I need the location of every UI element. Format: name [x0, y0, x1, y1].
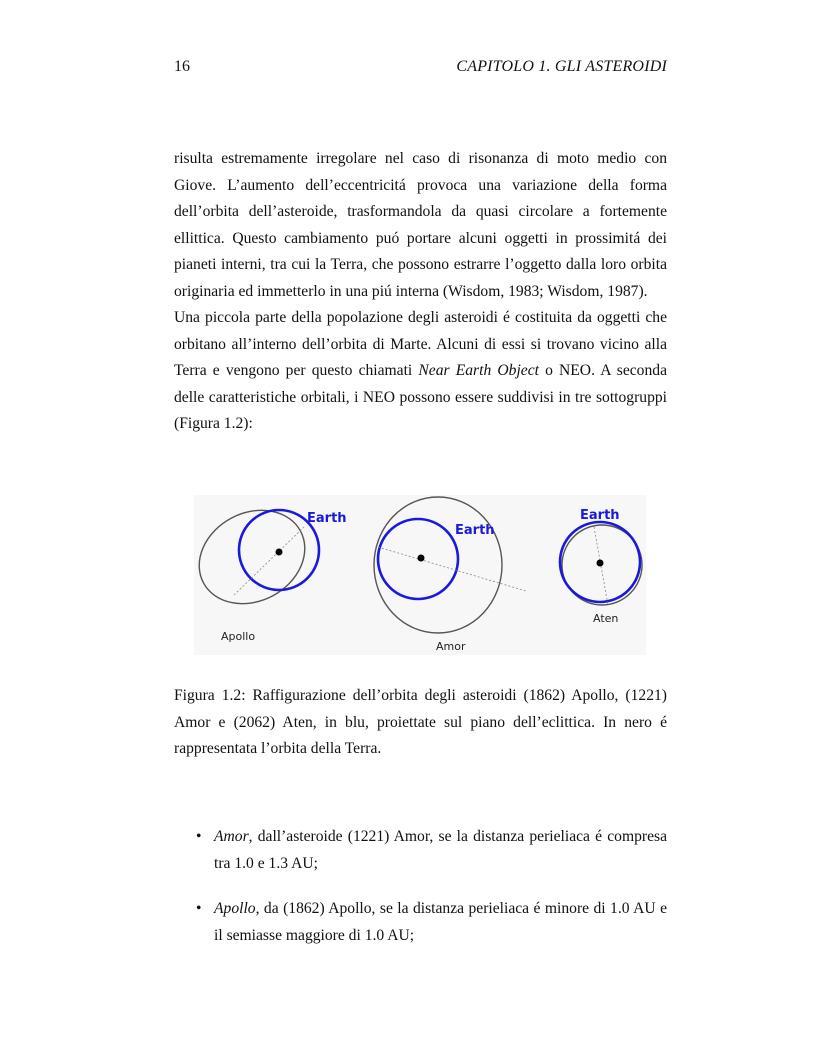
list-item: [174, 896, 667, 949]
amor-sun-dot: [418, 555, 425, 562]
paragraph-2-after: o NEO. A seconda delle caratteristiche orbitali, i NEO possono essere suddivisi in tre sottogruppi (Figura 1.2):: [174, 362, 667, 432]
bullet-icon: •: [196, 900, 202, 917]
list-item-term: Apollo: [214, 900, 256, 917]
list-item: [174, 824, 667, 877]
list-item-text: , dall’asteroide (1221) Amor, se la distanza perieliaca é compresa tra 1.0 e 1.3 AU;: [214, 828, 667, 872]
running-header: [174, 58, 667, 80]
orbit-figure: [194, 495, 646, 655]
amor-name-label: Amor: [436, 640, 466, 653]
amor-panel: [374, 497, 526, 653]
amor-earth-label: Earth: [455, 523, 495, 538]
apollo-asteroid-orbit: [194, 495, 321, 622]
list-item-term: Amor: [214, 828, 249, 845]
amor-major-axis: [378, 547, 526, 591]
caption-text: Figura 1.2: Raffigurazione dell’orbita degli asteroidi (1862) Apollo, (1221) Amor e (2062) Aten, in blu, proiettate sul piano dell’eclittica. In nero é rappresentata l’orbita della Terra.: [174, 687, 667, 757]
aten-panel: [560, 508, 642, 625]
bullet-icon: •: [196, 828, 202, 845]
apollo-sun-dot: [276, 549, 283, 556]
chapter-title: CAPITOLO 1. GLI ASTEROIDI: [456, 58, 667, 75]
figure-caption: [174, 683, 667, 763]
apollo-name-label: Apollo: [221, 630, 256, 643]
apollo-earth-label: Earth: [307, 511, 347, 526]
aten-name-label: Aten: [593, 612, 619, 625]
orbit-figure-svg: [194, 495, 646, 655]
amor-asteroid-orbit: [374, 497, 502, 633]
apollo-panel: [194, 495, 347, 643]
aten-earth-label: Earth: [580, 508, 620, 523]
paragraph-2-term: Near Earth Object: [418, 362, 539, 379]
page-number: 16: [174, 58, 190, 75]
neo-subgroup-list: [174, 824, 667, 968]
paragraph-2: [174, 305, 667, 438]
paragraph-1: risulta estremamente irregolare nel caso di risonanza di moto medio con Giove. L’aumento dell’eccentricitá provoca una variazione della forma dell’orbita dell’asteroide, trasformandola da quasi circolare a fortemente ellittica. Questo cambiamento puó portare alcuni oggetti in prossimitá dei pianeti interni, tra cui la Terra, che possono estrarre l’oggetto dalla loro orbita originaria ed immetterlo in una piú interna (Wisdom, 1983; Wisdom, 1987).: [174, 150, 667, 300]
list-item-text: , da (1862) Apollo, se la distanza perieliaca é minore di 1.0 AU e il semiasse maggiore di 1.0 AU;: [214, 900, 667, 944]
body-text: [174, 146, 667, 438]
paragraph-2-before: Una piccola parte della popolazione degli asteroidi é costituita da oggetti che orbitano all’interno dell’orbita di Marte. Alcuni di essi si trovano vicino alla Terra e vengono per questo chiamati: [174, 309, 667, 379]
aten-sun-dot: [597, 560, 604, 567]
apollo-major-axis: [234, 527, 304, 595]
